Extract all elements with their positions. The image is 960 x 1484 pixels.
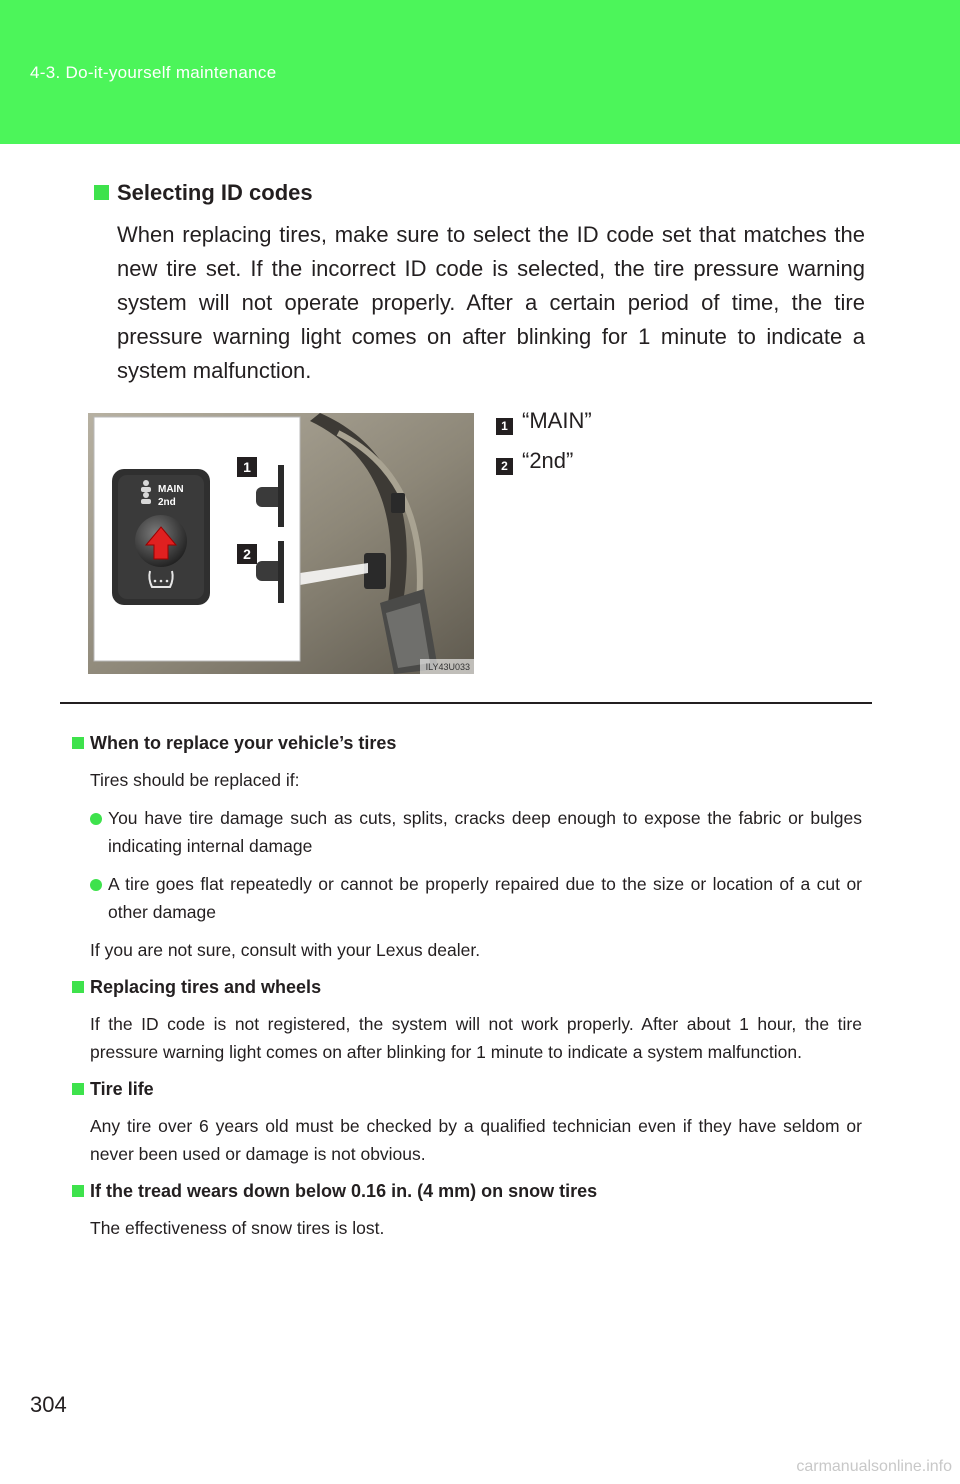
bullet-item: A tire goes flat repeatedly or cannot be properly repaired due to the size or location of a cut or other damage [90,870,862,926]
note-text: Any tire over 6 years old must be checked by a qualified technician even if they have seldom or never been used or damage is not obvious. [90,1116,862,1164]
chapter-header [0,0,960,144]
selecting-id-codes-heading [94,180,313,206]
bullet-dot-icon [90,813,102,825]
watermark: carmanualsonline.info [796,1458,952,1475]
dashboard-illustration [88,413,474,674]
callout-text: “MAIN” [522,408,592,433]
id-code-switch-figure [88,413,474,674]
bullet-item: You have tire damage such as cuts, splits, cracks deep enough to expose the fabric or bulges indicating internal damage [90,804,862,860]
section-square-icon [94,185,109,200]
note-text: The effectiveness of snow tires is lost. [90,1218,385,1238]
note-text: If you are not sure, consult with your Lexus dealer. [90,940,481,960]
callout-number: 1 [496,418,513,435]
image-code: ILY43U033 [425,662,470,672]
section-title: 4-3. Do-it-yourself maintenance [30,63,277,82]
switch-label-2nd: 2nd [158,497,176,508]
note-text: If the ID code is not registered, the system will not work properly. After about 1 hour, the tire pressure warning light comes on after blinking for 1 minute to indicate a system malfunction. [90,1014,862,1062]
callout-text: “2nd” [522,448,574,473]
note-square-icon [72,1083,84,1095]
notes-section [72,730,862,1252]
callout-number: 2 [496,458,513,475]
selecting-id-codes-body: When replacing tires, make sure to select the ID code set that matches the new tire set. If the incorrect ID code is selected, the tire pressure warning system will not operate properly. After a certain period of time, the tire pressure warning light comes on after blinking for 1 minute to indicate a system malfunction. [117,222,865,383]
note-text: Tires should be replaced if: [90,770,300,790]
note-heading-replace-tires: When to replace your vehicle’s tires [72,730,862,756]
note-square-icon [72,981,84,993]
switch-label-main: MAIN [158,484,184,495]
marker-1-label: 1 [243,459,251,475]
marker-2-label: 2 [243,546,251,562]
note-heading-tire-life: Tire life [72,1076,862,1102]
bullet-dot-icon [90,879,102,891]
note-square-icon [72,737,84,749]
note-square-icon [72,1185,84,1197]
heading-text: Selecting ID codes [117,180,313,205]
note-heading-snow-tires: If the tread wears down below 0.16 in. (4 mm) on snow tires [72,1178,862,1204]
page-number: 304 [30,1392,67,1417]
note-heading-replacing-wheels: Replacing tires and wheels [72,974,862,1000]
section-divider [60,702,872,704]
